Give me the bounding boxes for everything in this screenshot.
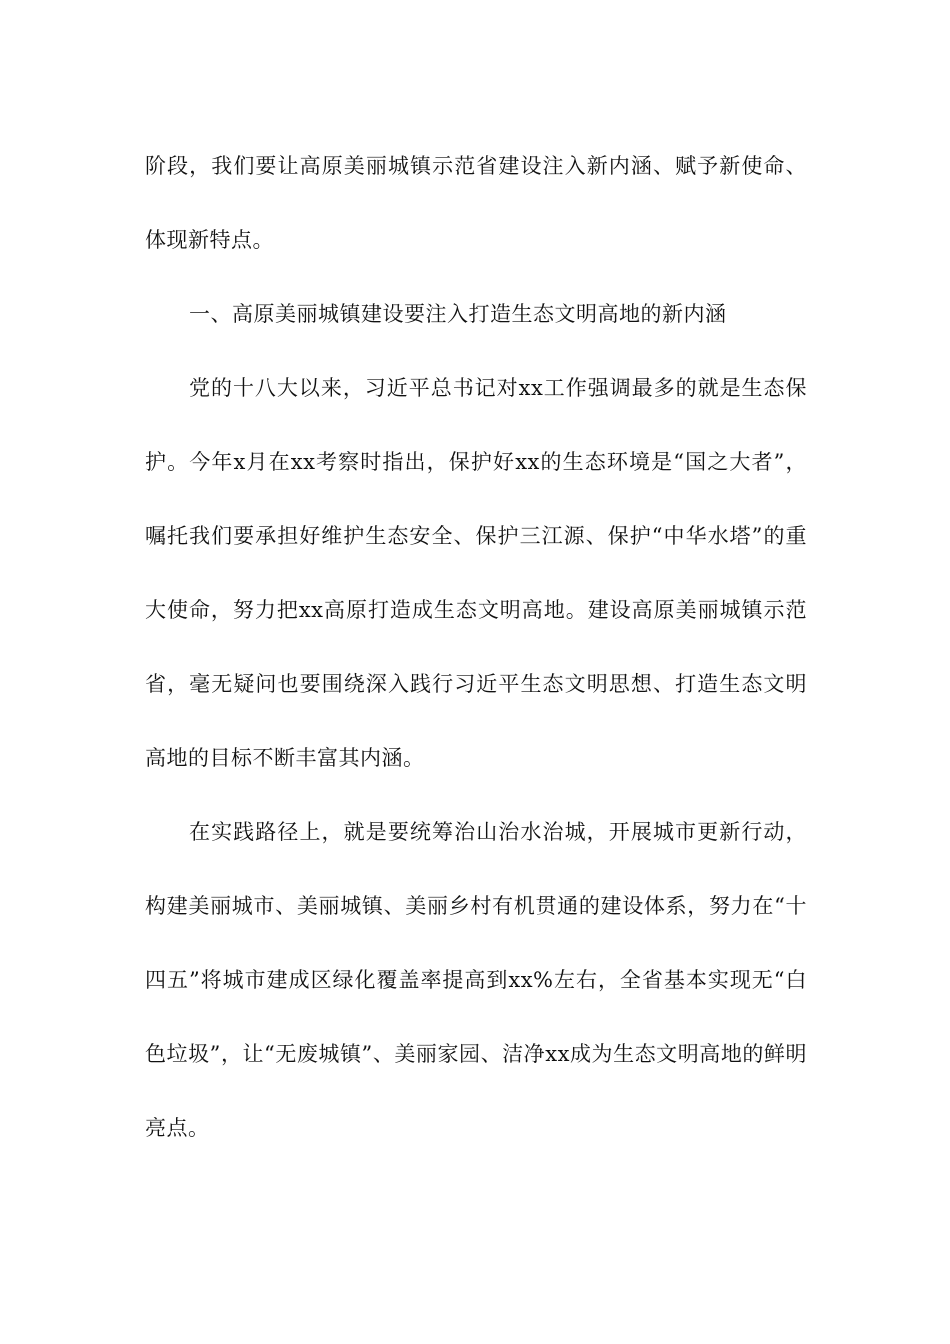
paragraph-practice-path: 在实践路径上，就是要统筹治山治水治城，开展城市更新行动，构建美丽城市、美丽城镇、美丽乡村有机贯通的建设体系，努力在“十四五”将城市建成区绿化覆盖率提高到xx%左右，全省基本实现无“白色垃圾”，让“无废城镇”、美丽家园、洁净xx成为生态文明高地的鲜明亮点。: [145, 820, 807, 1140]
paragraph-continuation: 阶段，我们要让高原美丽城镇示范省建设注入新内涵、赋予新使命、体现新特点。: [145, 154, 807, 252]
document-body: [145, 129, 807, 1165]
paragraph-ecology: 党的十八大以来，习近平总书记对xx工作强调最多的就是生态保护。今年x月在xx考察时指出，保护好xx的生态环境是“国之大者”，嘱托我们要承担好维护生态安全、保护三江源、保护“中华水塔”的重大使命，努力把xx高原打造成生态文明高地。建设高原美丽城镇示范省，毫无疑问也要围绕深入践行习近平生态文明思想、打造生态文明高地的目标不断丰富其内涵。: [145, 376, 807, 770]
section-heading: 一、高原美丽城镇建设要注入打造生态文明高地的新内涵: [189, 302, 727, 326]
